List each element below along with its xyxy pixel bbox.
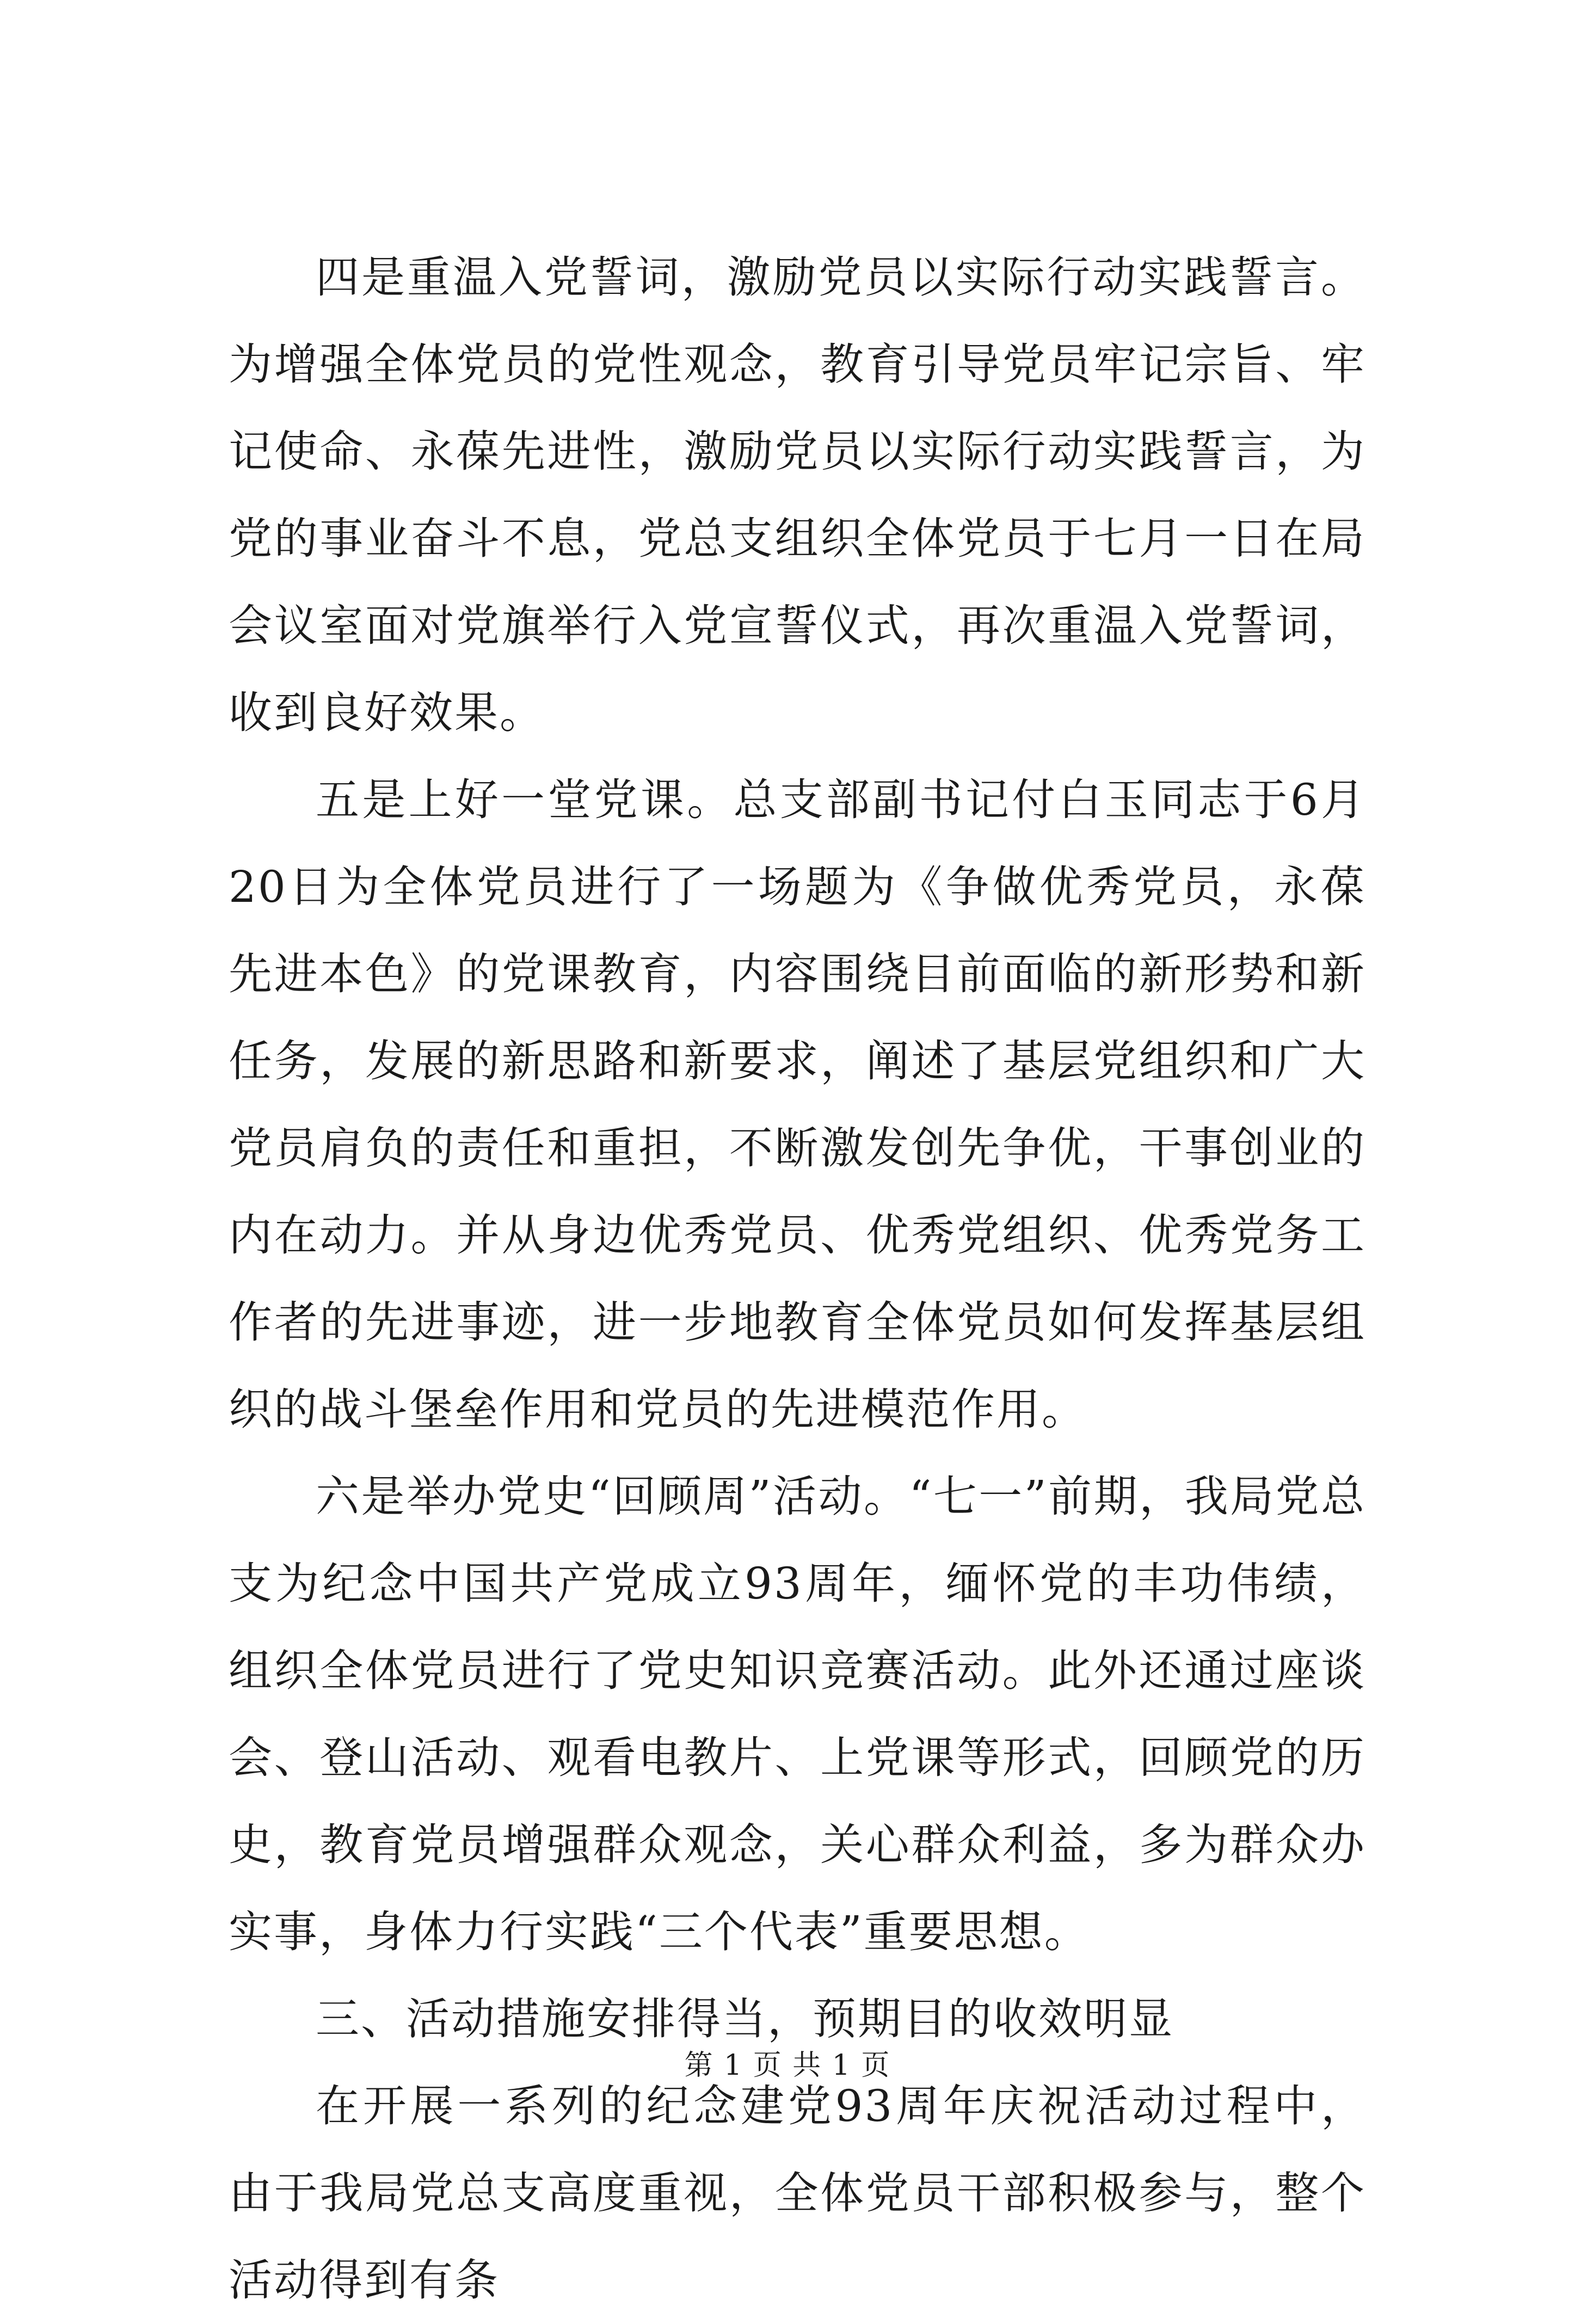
paragraph-oath-review: 四是重温入党誓词，激励党员以实际行动实践誓言。为增强全体党员的党性观念，教育引导党员牢记宗旨、牢记使命、永葆先进性，激励党员以实际行动实践誓言，为党的事业奋斗不息，党总支组织全体党员于七月一日在局会议室面对党旗举行入党宣誓仪式，再次重温入党誓词，收到良好效果。 <box>229 252 1366 738</box>
paragraph-party-lecture: 五是上好一堂党课。总支部副书记付白玉同志于6月20日为全体党员进行了一场题为《争做优秀党员，永葆先进本色》的党课教育，内容围绕目前面临的新形势和新任务，发展的新思路和新要求，阐述了基层党组织和广大党员肩负的责任和重担，不断激发创先争优，干事创业的内在动力。并从身边优秀党员、优秀党组织、优秀党务工作者的先进事迹，进一步地教育全体党员如何发挥基层组织的战斗堡垒作用和党员的先进模范作用。 <box>229 774 1366 1435</box>
section-heading-three: 三、活动措施安排得当，预期目的收效明显 <box>316 1994 1174 2044</box>
paragraph-summary: 在开展一系列的纪念建党93周年庆祝活动过程中，由于我局党总支高度重视，全体党员干部积极参与，整个活动得到有条 <box>229 2081 1366 2305</box>
page-footer: 第 1 页 共 1 页 <box>684 2049 891 2082</box>
document-body <box>229 234 1366 2324</box>
paragraph-history-week: 六是举办党史“回顾周”活动。“七一”前期，我局党总支为纪念中国共产党成立93周年，缅怀党的丰功伟绩，组织全体党员进行了党史知识竞赛活动。此外还通过座谈会、登山活动、观看电教片、上党课等形式，回顾党的历史，教育党员增强群众观念，关心群众利益，多为群众办实事，身体力行实践“三个代表”重要思想。 <box>229 1471 1366 1957</box>
